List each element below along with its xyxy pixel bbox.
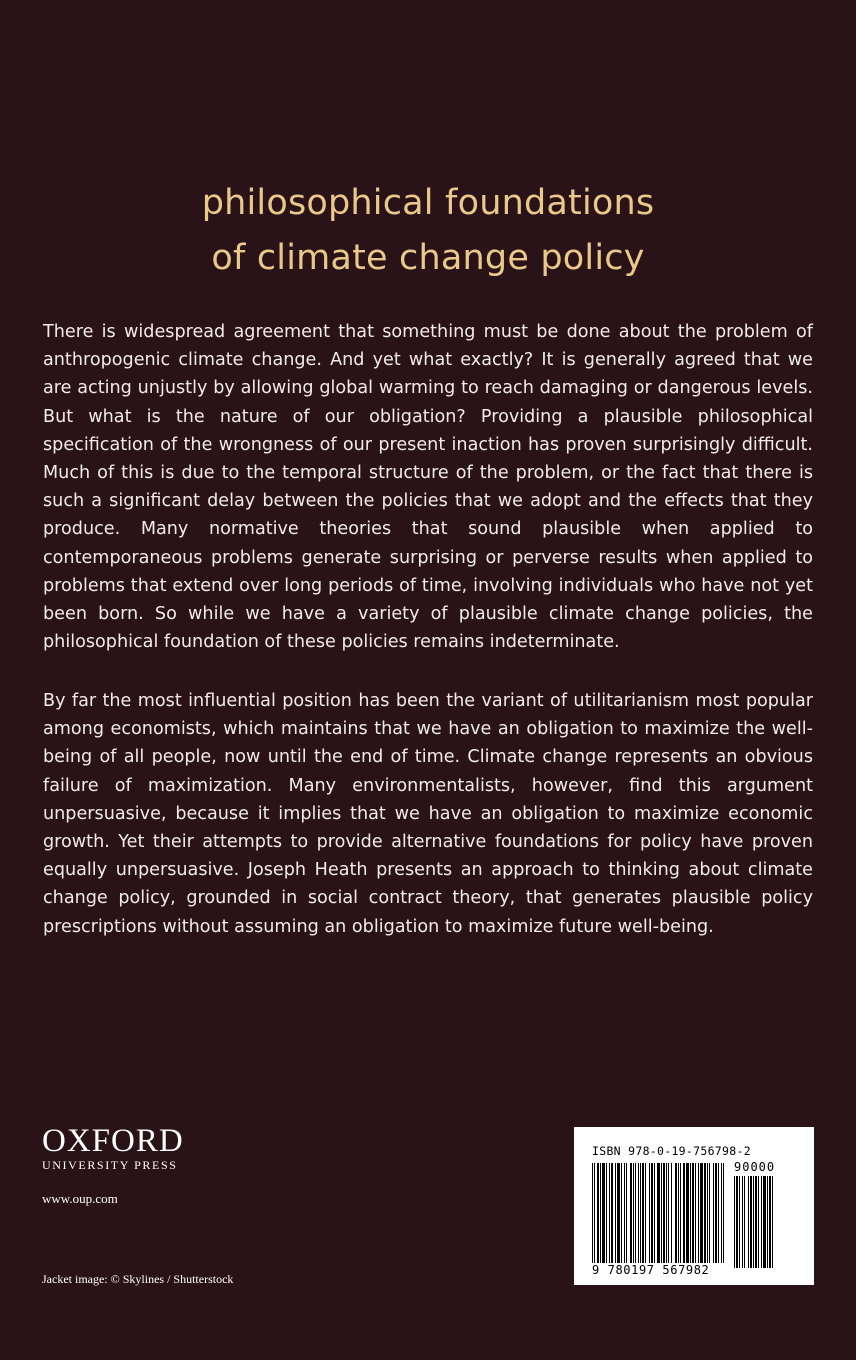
- barcode-bar: [748, 1176, 749, 1268]
- barcode-bar: [642, 1163, 644, 1263]
- jacket-image-credit: Jacket image: © Skylines / Shutterstock: [42, 1272, 234, 1286]
- barcode-bar: [692, 1163, 694, 1263]
- barcode-bar: [755, 1176, 757, 1268]
- barcode-bar: [615, 1163, 616, 1263]
- barcode-bar: [721, 1163, 722, 1263]
- barcode-addon-graphic: [734, 1176, 792, 1268]
- barcode-bar: [680, 1163, 681, 1263]
- publisher-website: www.oup.com: [42, 1191, 118, 1206]
- blurb-paragraph-1: There is widespread agreement that something must be done about the problem of anthropogenic climate change. And yet what exactly? It is generally agreed that we are acting unjustly by allowing global warming to reach damaging or dangerous levels. But what is the nature of our obligation? Providing a plausible philosophical specification of the wrongness of our present inaction has proven surprisingly difficult. Much of this is due to the temporal structure of the problem, or the fact that there is such a significant delay between the policies that we adopt and the effects that they produce. Many normative theories that sound plausible when applied to contemporaneous problems generate surprising or perverse results when applied to problems that extend over long periods of time, involving individuals who have not yet been born. So while we have a variety of plausible climate change policies, the philosophical foundation of these policies remains indeterminate.: [43, 322, 813, 653]
- barcode-bar: [671, 1163, 672, 1263]
- barcode-bar: [630, 1163, 632, 1263]
- book-title-line-2: of climate change policy: [211, 238, 645, 278]
- barcode-bar: [661, 1163, 662, 1263]
- barcode-bar: [594, 1163, 595, 1263]
- barcode-bar: [763, 1176, 766, 1268]
- barcode-bar: [602, 1163, 605, 1263]
- barcode-bar: [739, 1176, 740, 1268]
- barcode-bar: [657, 1163, 660, 1263]
- barcode-bar: [606, 1163, 607, 1263]
- barcode-bar: [683, 1163, 685, 1263]
- publisher-subtitle: UNIVERSITY PRESS: [42, 1158, 178, 1172]
- price-code: 90000: [734, 1160, 776, 1174]
- barcode-bar: [597, 1163, 599, 1263]
- barcode-bar: [698, 1163, 699, 1263]
- barcode-bar: [666, 1163, 667, 1263]
- barcode-bar: [678, 1163, 679, 1263]
- barcode-bar: [742, 1176, 743, 1268]
- book-title: [0, 176, 856, 286]
- barcode-bar: [718, 1163, 719, 1263]
- barcode-bar: [638, 1163, 639, 1263]
- barcode-bar: [668, 1163, 669, 1263]
- barcode-bar: [723, 1163, 724, 1263]
- barcode-main-graphic: [592, 1163, 726, 1263]
- barcode-bar: [744, 1176, 745, 1268]
- barcode-bar: [758, 1176, 759, 1268]
- barcode-bar: [633, 1163, 634, 1263]
- publisher-name: OXFORD: [42, 1123, 184, 1159]
- barcode-bar: [772, 1176, 773, 1268]
- barcode-bar: [649, 1163, 650, 1263]
- barcode-addon-bars: [734, 1176, 792, 1268]
- barcode-bar: [761, 1176, 762, 1268]
- barcode-bar: [767, 1176, 768, 1268]
- barcode-bar: [753, 1176, 754, 1268]
- barcode-bar: [704, 1163, 706, 1263]
- blurb-paragraph-2: By far the most influential position has been the variant of utilitarianism most popular among economists, which maintains that we have an obligation to maximize the well-being of all people, now until the end of time. Climate change represents an obvious failure of maximization. Many environmentalists, however, find this argument unpersuasive, because it implies that we have an obligation to maximize economic growth. Yet their attempts to provide alternative foundations for policy have proven equally unpersuasive. Joseph Heath presents an approach to thinking about climate change policy, grounded in social contract theory, that generates plausible policy prescriptions without assuming an obligation to maximize future well-being.: [43, 691, 813, 937]
- barcode-bar: [651, 1163, 653, 1263]
- barcode-bar: [621, 1163, 622, 1263]
- barcode-bar: [635, 1163, 636, 1263]
- barcode-bar: [734, 1176, 735, 1268]
- barcode-bar: [611, 1163, 613, 1263]
- book-title-line-1: philosophical foundations: [201, 183, 655, 223]
- barcode-bar: [609, 1163, 610, 1263]
- barcode-bar: [640, 1163, 641, 1263]
- barcode-bar: [675, 1163, 677, 1263]
- isbn-digits: 9 780197 567982: [592, 1263, 710, 1277]
- barcode-bar: [736, 1176, 738, 1268]
- isbn-label: ISBN 978-0-19-756798-2: [592, 1144, 751, 1158]
- barcode-bar: [700, 1163, 703, 1263]
- barcode-bar: [709, 1163, 710, 1263]
- barcode-bar: [592, 1163, 593, 1263]
- barcode-bar: [686, 1163, 689, 1263]
- barcode-bar: [654, 1163, 655, 1263]
- barcode-bar: [663, 1163, 665, 1263]
- barcode-bar: [624, 1163, 625, 1263]
- barcode-bar: [600, 1163, 601, 1263]
- barcode-bar: [626, 1163, 627, 1263]
- barcode-bar: [713, 1163, 714, 1263]
- barcode-bar: [645, 1163, 646, 1263]
- barcode-bar: [617, 1163, 620, 1263]
- barcode-bar: [750, 1176, 752, 1268]
- barcode-bar: [695, 1163, 696, 1263]
- barcode-bar: [715, 1163, 717, 1263]
- barcode-bar: [690, 1163, 691, 1263]
- barcode-bar: [707, 1163, 708, 1263]
- barcode-bars: [592, 1163, 726, 1263]
- barcode-bar: [769, 1176, 771, 1268]
- publisher-logo: [42, 1124, 184, 1173]
- barcode-panel: [574, 1127, 814, 1285]
